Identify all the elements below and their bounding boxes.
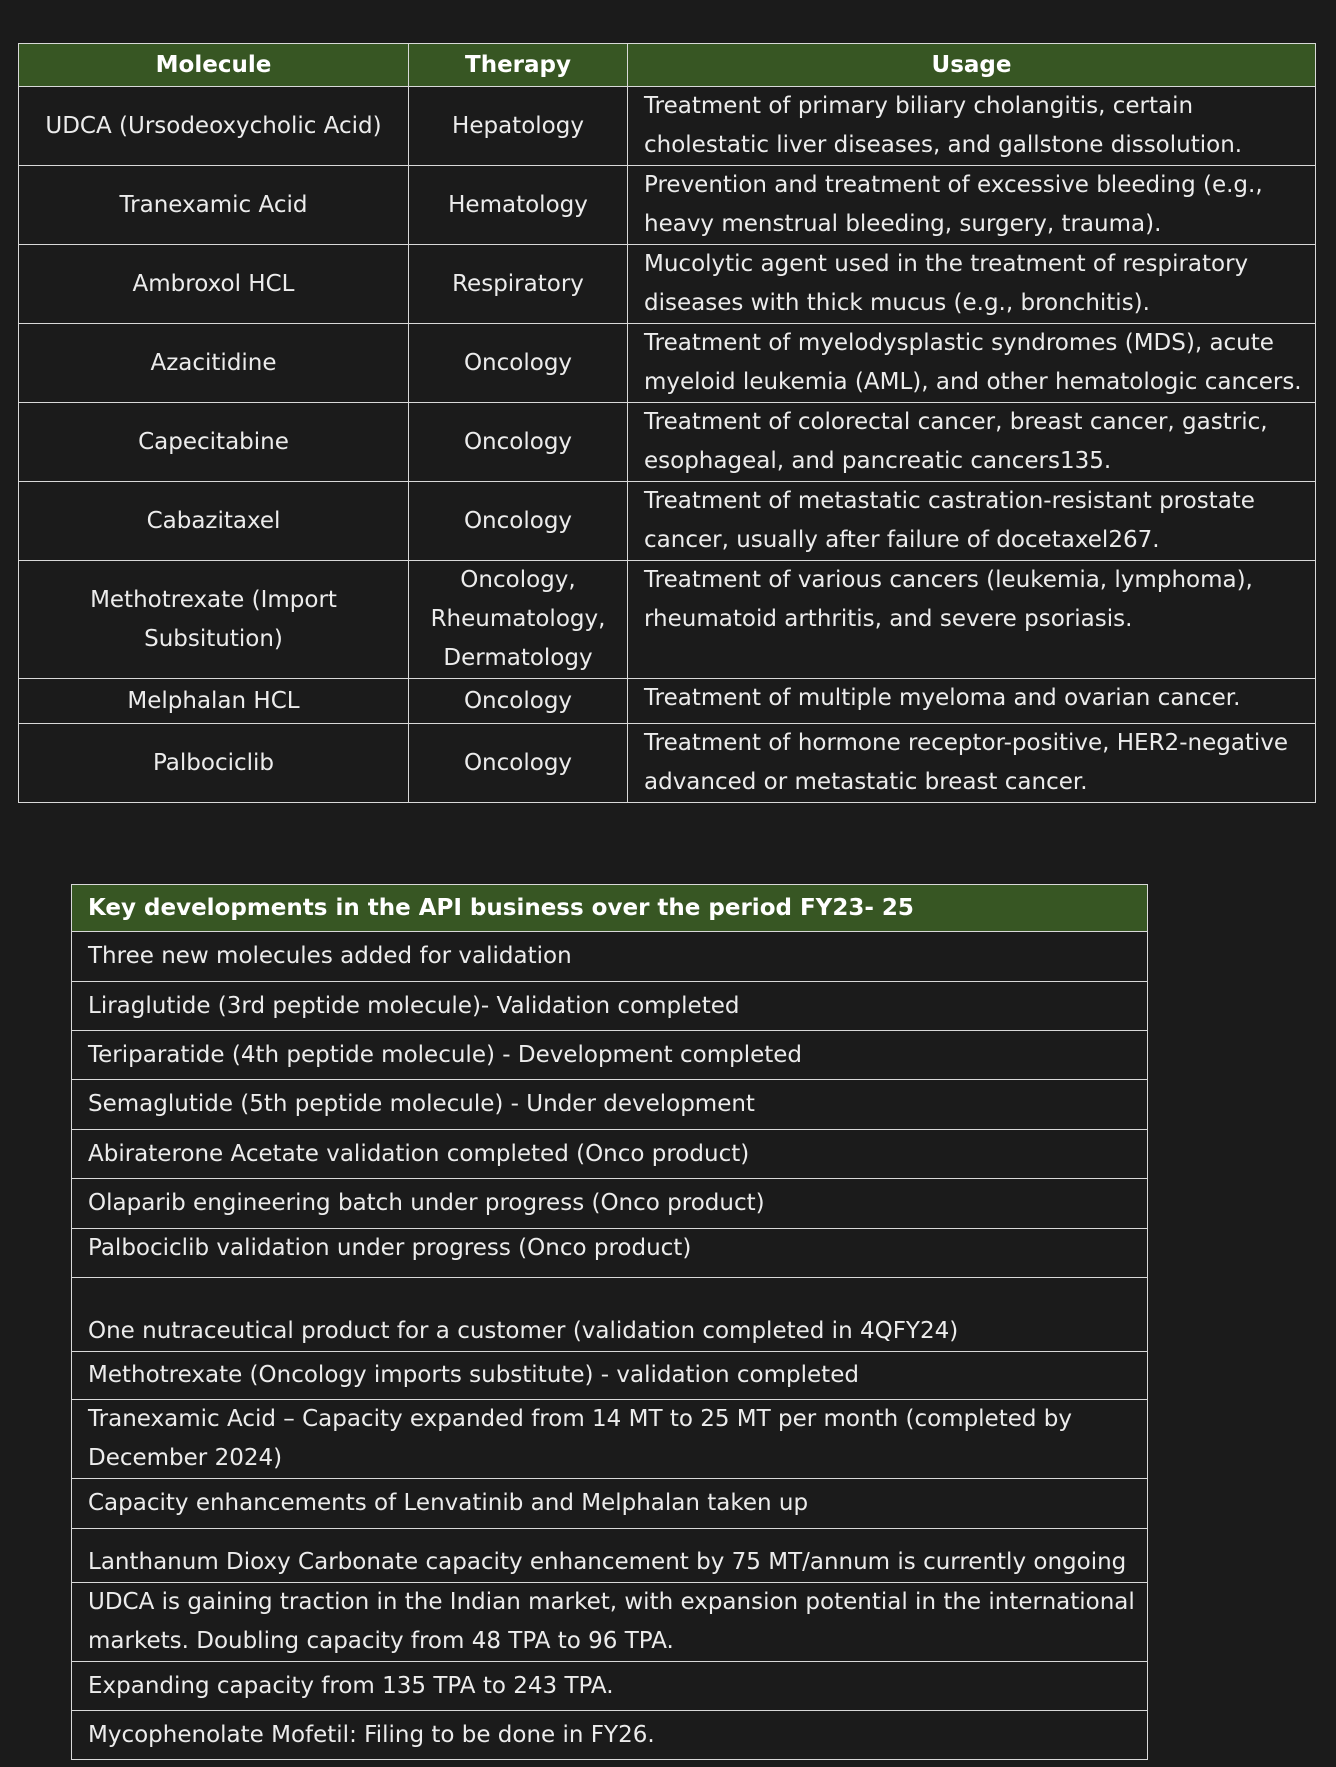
molecule-table-header-row <box>19 44 1316 87</box>
header-molecule: Molecule <box>19 44 409 87</box>
table-row <box>72 1278 1148 1352</box>
molecule-cell: Tranexamic Acid <box>19 166 409 245</box>
table-row <box>72 1080 1148 1130</box>
molecule-cell: Capecitabine <box>19 403 409 482</box>
table-row <box>72 1479 1148 1529</box>
table-row <box>72 1352 1148 1400</box>
molecule-cell: Cabazitaxel <box>19 482 409 561</box>
molecule-table <box>18 43 1316 803</box>
therapy-cell: Hepatology <box>409 87 628 166</box>
therapy-cell: Respiratory <box>409 245 628 324</box>
table-row <box>19 324 1316 403</box>
usage-cell: Prevention and treatment of excessive bleeding (e.g., heavy menstrual bleeding, surgery, trauma). <box>628 166 1316 245</box>
therapy-cell: Oncology <box>409 482 628 561</box>
usage-cell: Treatment of colorectal cancer, breast cancer, gastric, esophageal, and pancreatic cancers135. <box>628 403 1316 482</box>
developments-header-row <box>72 885 1148 932</box>
table-row <box>19 482 1316 561</box>
table-row <box>72 1711 1148 1760</box>
development-item: Palbociclib validation under progress (Onco product) <box>72 1229 1148 1278</box>
therapy-cell: Oncology <box>409 724 628 803</box>
therapy-cell: Hematology <box>409 166 628 245</box>
developments-header: Key developments in the API business over the period FY23- 25 <box>72 885 1148 932</box>
usage-cell: Treatment of various cancers (leukemia, lymphoma), rheumatoid arthritis, and severe psoriasis. <box>628 561 1316 679</box>
molecule-cell: Methotrexate (Import Subsitution) <box>19 561 409 679</box>
header-usage: Usage <box>628 44 1316 87</box>
table-row <box>19 561 1316 679</box>
development-item: Tranexamic Acid – Capacity expanded from 14 MT to 25 MT per month (completed by December 2024) <box>72 1400 1148 1479</box>
development-item: Liraglutide (3rd peptide molecule)- Validation completed <box>72 982 1148 1031</box>
development-item: UDCA is gaining traction in the Indian market, with expansion potential in the international markets. Doubling capacity from 48 TPA to 96 TPA. <box>72 1583 1148 1662</box>
molecule-cell: Ambroxol HCL <box>19 245 409 324</box>
table-row <box>19 87 1316 166</box>
development-item: Expanding capacity from 135 TPA to 243 TPA. <box>72 1662 1148 1711</box>
table-row <box>19 724 1316 803</box>
development-item: Three new molecules added for validation <box>72 932 1148 982</box>
table-row <box>72 1662 1148 1711</box>
development-item: Semaglutide (5th peptide molecule) - Under development <box>72 1080 1148 1130</box>
table-row <box>19 403 1316 482</box>
table-row <box>72 982 1148 1031</box>
usage-cell: Treatment of primary biliary cholangitis, certain cholestatic liver diseases, and gallstone dissolution. <box>628 87 1316 166</box>
table-row <box>72 1400 1148 1479</box>
table-row <box>19 679 1316 724</box>
therapy-cell: Oncology, Rheumatology, Dermatology <box>409 561 628 679</box>
development-item: Capacity enhancements of Lenvatinib and Melphalan taken up <box>72 1479 1148 1529</box>
usage-cell: Treatment of multiple myeloma and ovarian cancer. <box>628 679 1316 724</box>
development-item: Methotrexate (Oncology imports substitute) - validation completed <box>72 1352 1148 1400</box>
usage-cell: Treatment of metastatic castration-resistant prostate cancer, usually after failure of docetaxel267. <box>628 482 1316 561</box>
therapy-cell: Oncology <box>409 679 628 724</box>
molecule-cell: Azacitidine <box>19 324 409 403</box>
development-item: One nutraceutical product for a customer (validation completed in 4QFY24) <box>72 1278 1148 1352</box>
table-row <box>19 166 1316 245</box>
table-row <box>19 245 1316 324</box>
table-row <box>72 1130 1148 1179</box>
table-row <box>72 932 1148 982</box>
development-item: Mycophenolate Mofetil: Filing to be done in FY26. <box>72 1711 1148 1760</box>
usage-cell: Treatment of hormone receptor-positive, HER2-negative advanced or metastatic breast cancer. <box>628 724 1316 803</box>
therapy-cell: Oncology <box>409 403 628 482</box>
developments-table <box>71 884 1148 1760</box>
molecule-cell: Palbociclib <box>19 724 409 803</box>
usage-cell: Mucolytic agent used in the treatment of respiratory diseases with thick mucus (e.g., bronchitis). <box>628 245 1316 324</box>
table-row <box>72 1179 1148 1229</box>
table-row <box>72 1583 1148 1662</box>
header-therapy: Therapy <box>409 44 628 87</box>
development-item: Abiraterone Acetate validation completed (Onco product) <box>72 1130 1148 1179</box>
development-item: Lanthanum Dioxy Carbonate capacity enhancement by 75 MT/annum is currently ongoing <box>72 1529 1148 1583</box>
therapy-cell: Oncology <box>409 324 628 403</box>
table-row <box>72 1529 1148 1583</box>
molecule-cell: Melphalan HCL <box>19 679 409 724</box>
development-item: Olaparib engineering batch under progress (Onco product) <box>72 1179 1148 1229</box>
table-row <box>72 1031 1148 1080</box>
molecule-cell: UDCA (Ursodeoxycholic Acid) <box>19 87 409 166</box>
development-item: Teriparatide (4th peptide molecule) - Development completed <box>72 1031 1148 1080</box>
table-row <box>72 1229 1148 1278</box>
usage-cell: Treatment of myelodysplastic syndromes (MDS), acute myeloid leukemia (AML), and other hematologic cancers. <box>628 324 1316 403</box>
